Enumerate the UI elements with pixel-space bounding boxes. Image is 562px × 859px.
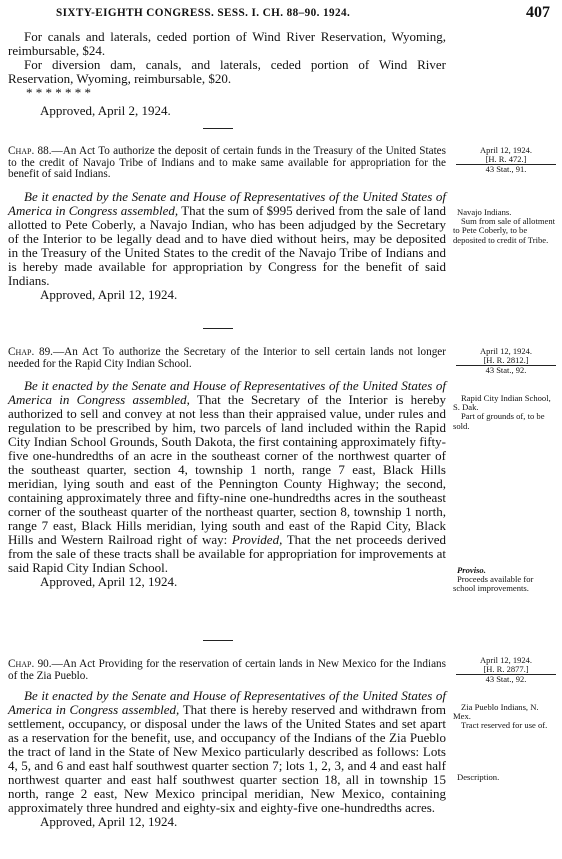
carryover-text: [8, 30, 446, 118]
chapter-90-description-note: [453, 773, 557, 782]
section-divider: [203, 328, 233, 329]
chapter-88-reference: [456, 146, 556, 175]
approval-date: April 12, 1924.: [480, 655, 532, 665]
chapter-88-heading: [8, 146, 446, 181]
chapter-label: Chap. 90.: [8, 658, 52, 670]
proviso-text: That the net proceeds derived from the sale of these tracts shall be available for appropriation for improvements at said Rapid City Indian School.: [8, 532, 446, 575]
chapter-90-body: [8, 689, 446, 829]
proviso-label: Proviso.: [457, 565, 486, 575]
description-label: Description.: [457, 772, 500, 782]
chapter-89-reference: [456, 347, 556, 376]
enacting-paragraph: [8, 190, 446, 288]
page-header: [8, 4, 554, 22]
approval-line: Approved, April 12, 1924.: [40, 814, 178, 829]
paragraph: For diversion dam, canals, and laterals, ceded portion of Wind River Reservation, Wyoming, reimbursable, $20.: [8, 57, 446, 86]
omission-stars: * * * * * * *: [26, 85, 91, 100]
enacting-text: That the Secretary of the Interior is hereby authorized to sell and convey at not less than their appraised value, under rules and regulation to be prescribed by him, two parcels of land included within the Rapid City Indian School Grounds, South Dakota, the first containing approximately fifty-five one-hundredths of an acre in the southeast corner of the northwest quarter of the southeast quarter, section 4, township 1 north, range 7 east, Black Hills meridian, lying south and east of the Pennington County Highway; the second, containing approximately three and fifty-nine one-hundredths acres in the southeast corner of the southeast quarter of the northeast quarter, section 8, township 1 north, range 7 east, Black Hills meridian, lying south and east of the Rapid City, Black Hills and Western Railroad right of way:: [8, 392, 446, 547]
chapter-90-margin-note: [453, 703, 557, 731]
chapter-title: —An Act To authorize the deposit of certain funds in the Treasury of the United States to the credit of Navajo Tribe of Indians and to make same available for appropriation for the benefit of said Indians.: [8, 145, 446, 180]
statute-citation: 43 Stat., 92.: [485, 674, 527, 685]
margin-title: Rapid City Indian School, S. Dak.: [453, 393, 551, 413]
paragraph: For canals and laterals, ceded portion of Wind River Reservation, Wyoming, reimbursable, $24.: [8, 29, 446, 58]
chapter-89-margin-note: [453, 394, 557, 431]
chapter-label: Chap. 89.: [8, 346, 53, 358]
proviso-word: Provided,: [231, 532, 283, 547]
enacting-text: That there is hereby reserved and withdrawn from settlement, occupancy, or disposal under the laws of the United States and set apart as a reservation for the benefit, use, and occupancy of the Indians of the Zia Pueblo the tract of land in the State of New Mexico particularly described as follows: Lots 4, 5, and 6 and east half southwest quarter section 7; lots 1, 2, 3, and 4 and east half northwest quarter and east half southwest quarter section 18, all in township 15 north, range 2 east, New Mexico principal meridian, New Mexico, containing approximately three hundred and eighty-six and eighty-five one-hundredths acres.: [8, 702, 446, 815]
chapter-89-heading: [8, 347, 446, 370]
running-title: SIXTY-EIGHTH CONGRESS. SESS. I. CH. 88–90. 1924.: [56, 7, 351, 19]
bill-number: [H. R. 2812.]: [456, 356, 556, 366]
enacting-clause: Be it enacted by the Senate and House of Representatives of the United States of America in Congress assembled,: [8, 688, 446, 717]
chapter-88-body: [8, 190, 446, 302]
enacting-text: That the sum of $995 derived from the sale of land allotted to Pete Coberly, a Navajo Indian, who has been adjudged by the Secretary of the Interior to be legally dead and to have died without heirs, may be deposited in the Treasury of the United States to the credit of the Navajo Tribe of Indians and is hereby made available for appropriation by Congress for the benefit of said Indians.: [8, 203, 447, 288]
margin-text: Tract reserved for use of.: [461, 720, 548, 731]
margin-title: Navajo Indians.: [457, 207, 512, 217]
approval-line: Approved, April 2, 1924.: [40, 103, 171, 118]
approval-date: April 12, 1924.: [480, 346, 532, 356]
chapter-label: Chap. 88.: [8, 145, 52, 157]
enacting-paragraph: [8, 379, 446, 575]
chapter-89-body: [8, 379, 446, 589]
chapter-title: —An Act Providing for the reservation of certain lands in New Mexico for the Indians of the Zia Pueblo.: [8, 658, 446, 682]
margin-text: Part of grounds of, to be sold.: [453, 411, 545, 431]
proviso-note: Proceeds available for school improvements.: [453, 574, 534, 594]
section-divider: [203, 640, 233, 641]
page-number: 407: [526, 4, 550, 21]
enacting-clause: Be it enacted by the Senate and House of Representatives of the United States of America in Congress assembled,: [8, 189, 446, 218]
statute-citation: 43 Stat., 91.: [485, 164, 527, 175]
bill-number: [H. R. 472.]: [456, 155, 556, 165]
statute-citation: 43 Stat., 92.: [485, 365, 527, 376]
margin-title: Zia Pueblo Indians, N. Mex.: [453, 702, 539, 722]
chapter-90-heading: [8, 659, 446, 682]
bill-number: [H. R. 2877.]: [456, 665, 556, 675]
approval-line: Approved, April 12, 1924.: [40, 574, 178, 589]
chapter-89-proviso-note: [453, 566, 557, 594]
section-divider: [203, 128, 233, 129]
margin-text: Sum from sale of allotment to Pete Coberly, to be deposited to credit of Tribe.: [453, 216, 556, 245]
chapter-90-reference: [456, 656, 556, 685]
enacting-clause: Be it enacted by the Senate and House of Representatives of the United States of America in Congress assembled,: [8, 378, 446, 407]
enacting-paragraph: [8, 689, 446, 815]
chapter-title: —An Act To authorize the Secretary of the Interior to sell certain lands not longer needed for the Rapid City Indian School.: [8, 346, 447, 370]
approval-date: April 12, 1924.: [480, 145, 532, 155]
chapter-88-margin-note: [453, 208, 557, 245]
approval-line: Approved, April 12, 1924.: [40, 287, 178, 302]
